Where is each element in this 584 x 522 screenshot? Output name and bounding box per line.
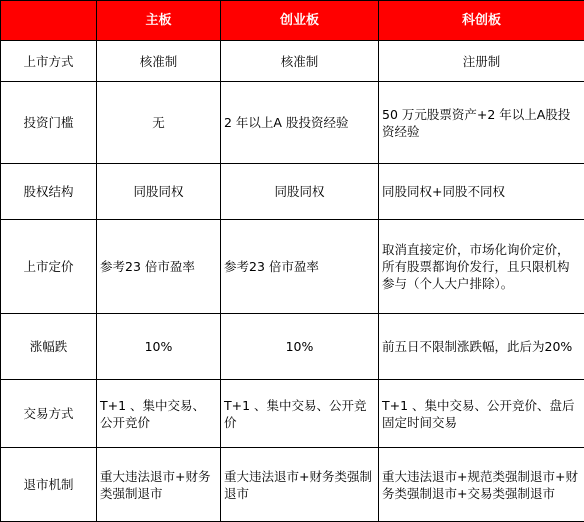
table-cell: 同股同权 [97,164,221,220]
row-label: 上市定价 [1,220,97,314]
table-cell: 无 [97,82,221,164]
table-cell: 50 万元股票资产+2 年以上A股投资经验 [379,82,584,164]
table-cell: 取消直接定价，市场化询价定价，所有股票都询价发行，且只限机构参与（个人大户排除）。 [379,220,584,314]
table-row-investment-threshold [1,82,584,164]
row-label: 涨幅跌 [1,314,97,380]
table-cell: 10% [97,314,221,380]
table-cell: 10% [221,314,379,380]
table-cell: 注册制 [379,41,584,82]
header-star-market: 科创板 [379,1,584,41]
table-row-trading-method [1,380,584,448]
row-label: 上市方式 [1,41,97,82]
table-cell: 前五日不限制涨跌幅，此后为20% [379,314,584,380]
table-cell: 核准制 [97,41,221,82]
table-cell: 同股同权 [221,164,379,220]
row-label: 退市机制 [1,448,97,522]
table-row-delisting-mechanism [1,448,584,522]
table-cell: T+1 、集中交易、公开竞价 [221,380,379,448]
table-cell: 重大违法退市+财务类强制退市 [97,448,221,522]
table-row-equity-structure [1,164,584,220]
table-cell: 核准制 [221,41,379,82]
table-cell: 参考23 倍市盈率 [221,220,379,314]
header-chinext: 创业板 [221,1,379,41]
header-corner-cell [1,1,97,41]
table-cell: T+1 、集中交易、公开竞价、盘后固定时间交易 [379,380,584,448]
row-label: 投资门槛 [1,82,97,164]
table-cell: 同股同权+同股不同权 [379,164,584,220]
table-cell: 重大违法退市+规范类强制退市+财务类强制退市+交易类强制退市 [379,448,584,522]
table-row-listing-method [1,41,584,82]
table-cell: T+1 、集中交易、公开竞价 [97,380,221,448]
table-row-ipo-pricing [1,220,584,314]
row-label: 交易方式 [1,380,97,448]
table-cell: 2 年以上A 股投资经验 [221,82,379,164]
table-cell: 重大违法退市+财务类强制退市 [221,448,379,522]
row-label: 股权结构 [1,164,97,220]
header-row [1,1,584,41]
table-cell: 参考23 倍市盈率 [97,220,221,314]
header-main-board: 主板 [97,1,221,41]
table-row-price-limit [1,314,584,380]
